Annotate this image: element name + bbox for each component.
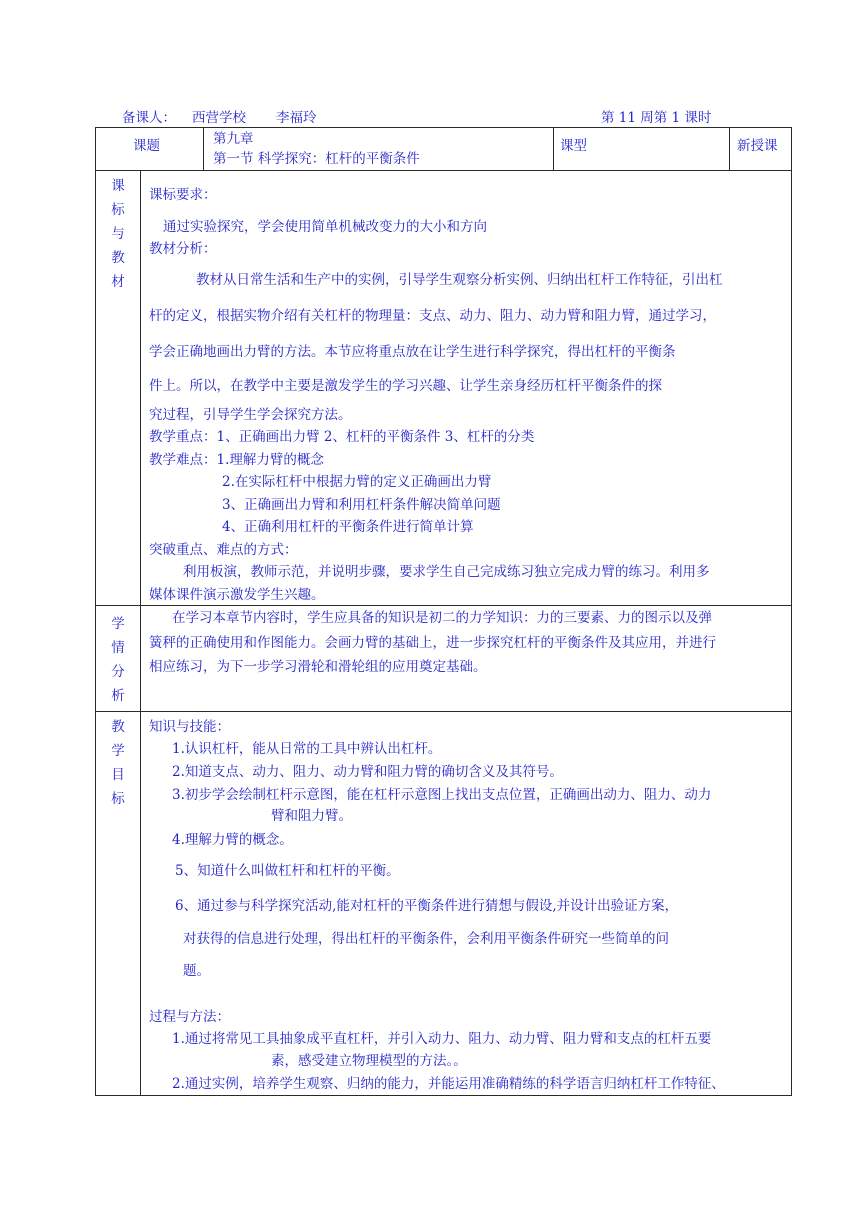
section-label-curriculum	[96, 174, 140, 294]
difficulty-line: 教学难点：1.理解力臂的概念	[149, 452, 324, 468]
label-char: 学	[111, 743, 125, 759]
label-char: 情	[111, 640, 125, 656]
label-char: 材	[111, 274, 125, 290]
section-label-objectives	[96, 715, 140, 811]
student-analysis-line: 簧秤的正确使用和作图能力。会画力臂的基础上，进一步探究杠杆的平衡条件及其应用，并进行	[149, 635, 716, 651]
section-title: 第一节 科学探究：杠杆的平衡条件	[213, 151, 420, 167]
difficulty-line: 2.在实际杠杆中根据力臂的定义正确画出力臂	[222, 474, 492, 490]
objective-item-cont: 对获得的信息进行处理，得出杠杆的平衡条件，会利用平衡条件研究一些简单的问	[183, 931, 669, 947]
objective-item-cont: 素，感受建立物理模型的方法。。	[271, 1053, 467, 1069]
label-char: 标	[111, 791, 125, 807]
objective-item: 2.通过实例，培养学生观察、归纳的能力，并能运用准确精练的科学语言归纳杠杆工作特征、	[172, 1076, 725, 1092]
type-label: 课型	[560, 138, 587, 154]
difficulty-line: 4、正确利用杠杆的平衡条件进行简单计算	[222, 519, 474, 535]
section-label-student-analysis	[96, 612, 140, 708]
objective-item: 2.知道支点、动力、阻力、动力臂和阻力臂的确切含义及其符号。	[172, 764, 563, 780]
school-name: 西营学校	[192, 110, 246, 126]
textbook-analysis-line: 杆的定义，根据实物介绍有关杠杆的物理量：支点、动力、阻力、动力臂和阻力臂，通过学习，	[149, 308, 716, 324]
difficulty-line: 3、正确画出力臂和利用杠杆条件解决简单问题	[222, 497, 501, 513]
key-points: 教学重点：1、正确画出力臂 2、杠杆的平衡条件 3、杠杆的分类	[149, 429, 535, 445]
preparer-label: 备课人：	[122, 110, 176, 126]
label-char: 与	[111, 226, 125, 242]
knowledge-skills-heading: 知识与技能：	[149, 719, 230, 735]
objective-item: 1.认识杠杆，能从日常的工具中辨认出杠杆。	[172, 741, 442, 757]
chapter-title: 第九章	[213, 131, 254, 147]
label-column-divider	[140, 170, 141, 1096]
info-col-divider-3	[729, 127, 730, 170]
objective-item-cont: 题。	[183, 963, 210, 979]
objective-item: 3.初步学会绘制杠杆示意图，能在杠杆示意图上找出支点位置，正确画出动力、阻力、动力	[172, 787, 712, 803]
objective-item: 4.理解力臂的概念。	[172, 832, 293, 848]
breakthrough-heading: 突破重点、难点的方式：	[149, 542, 298, 558]
label-char: 标	[111, 202, 125, 218]
row-divider-1	[95, 170, 792, 171]
breakthrough-text: 利用板演，教师示范，并说明步骤，要求学生自己完成练习独立完成力臂的练习。利用多	[183, 564, 710, 580]
objective-item-cont: 臂和阻力臂。	[271, 808, 352, 824]
table-border-bottom	[95, 1095, 792, 1096]
type-value: 新授课	[737, 138, 778, 154]
teacher-name: 李福玲	[276, 110, 317, 126]
week-info: 第 11 周第 1 课时	[601, 110, 712, 126]
student-analysis-line: 相应练习，为下一步学习滑轮和滑轮组的应用奠定基础。	[149, 659, 487, 675]
objective-item: 6、通过参与科学探究活动,能对杠杆的平衡条件进行猜想与假设,并设计出验证方案，	[175, 898, 679, 914]
process-method-heading: 过程与方法：	[149, 1009, 230, 1025]
curriculum-req-text: 通过实验探究，学会使用简单机械改变力的大小和方向	[163, 219, 487, 235]
table-border-top	[95, 127, 792, 128]
info-col-divider-1	[203, 127, 204, 170]
textbook-analysis-line: 件上。所以，在教学中主要是激发学生的学习兴趣、让学生亲身经历杠杆平衡条件的探	[149, 378, 662, 394]
table-border-right	[791, 127, 792, 1096]
label-char: 课	[111, 178, 125, 194]
objective-item: 1.通过将常见工具抽象成平直杠杆，并引入动力、阻力、动力臂、阻力臂和支点的杠杆五要	[172, 1031, 712, 1047]
label-char: 教	[111, 719, 125, 735]
row-divider-3	[95, 711, 792, 712]
label-char: 学	[111, 616, 125, 632]
label-char: 分	[111, 664, 125, 680]
textbook-analysis-line: 究过程，引导学生学会探究方法。	[149, 407, 352, 423]
objective-item: 5、知道什么叫做杠杆和杠杆的平衡。	[175, 863, 400, 879]
textbook-analysis-line: 学会正确地画出力臂的方法。本节应将重点放在让学生进行科学探究，得出杠杆的平衡条	[149, 344, 676, 360]
textbook-analysis-line: 教材从日常生活和生产中的实例，引导学生观察分析实例、归纳出杠杆工作特征，引出杠	[196, 272, 723, 288]
label-char: 教	[111, 250, 125, 266]
curriculum-req-heading: 课标要求：	[149, 187, 217, 203]
topic-label: 课题	[133, 138, 160, 154]
row-divider-2	[95, 605, 792, 606]
student-analysis-line: 在学习本章节内容时，学生应具备的知识是初二的力学知识：力的三要素、力的图示以及弹	[172, 610, 712, 626]
info-col-divider-2	[553, 127, 554, 170]
breakthrough-text: 媒体课件演示激发学生兴趣。	[149, 587, 325, 603]
textbook-analysis-heading: 教材分析：	[149, 241, 217, 257]
label-char: 析	[111, 688, 125, 704]
label-char: 目	[111, 767, 125, 783]
